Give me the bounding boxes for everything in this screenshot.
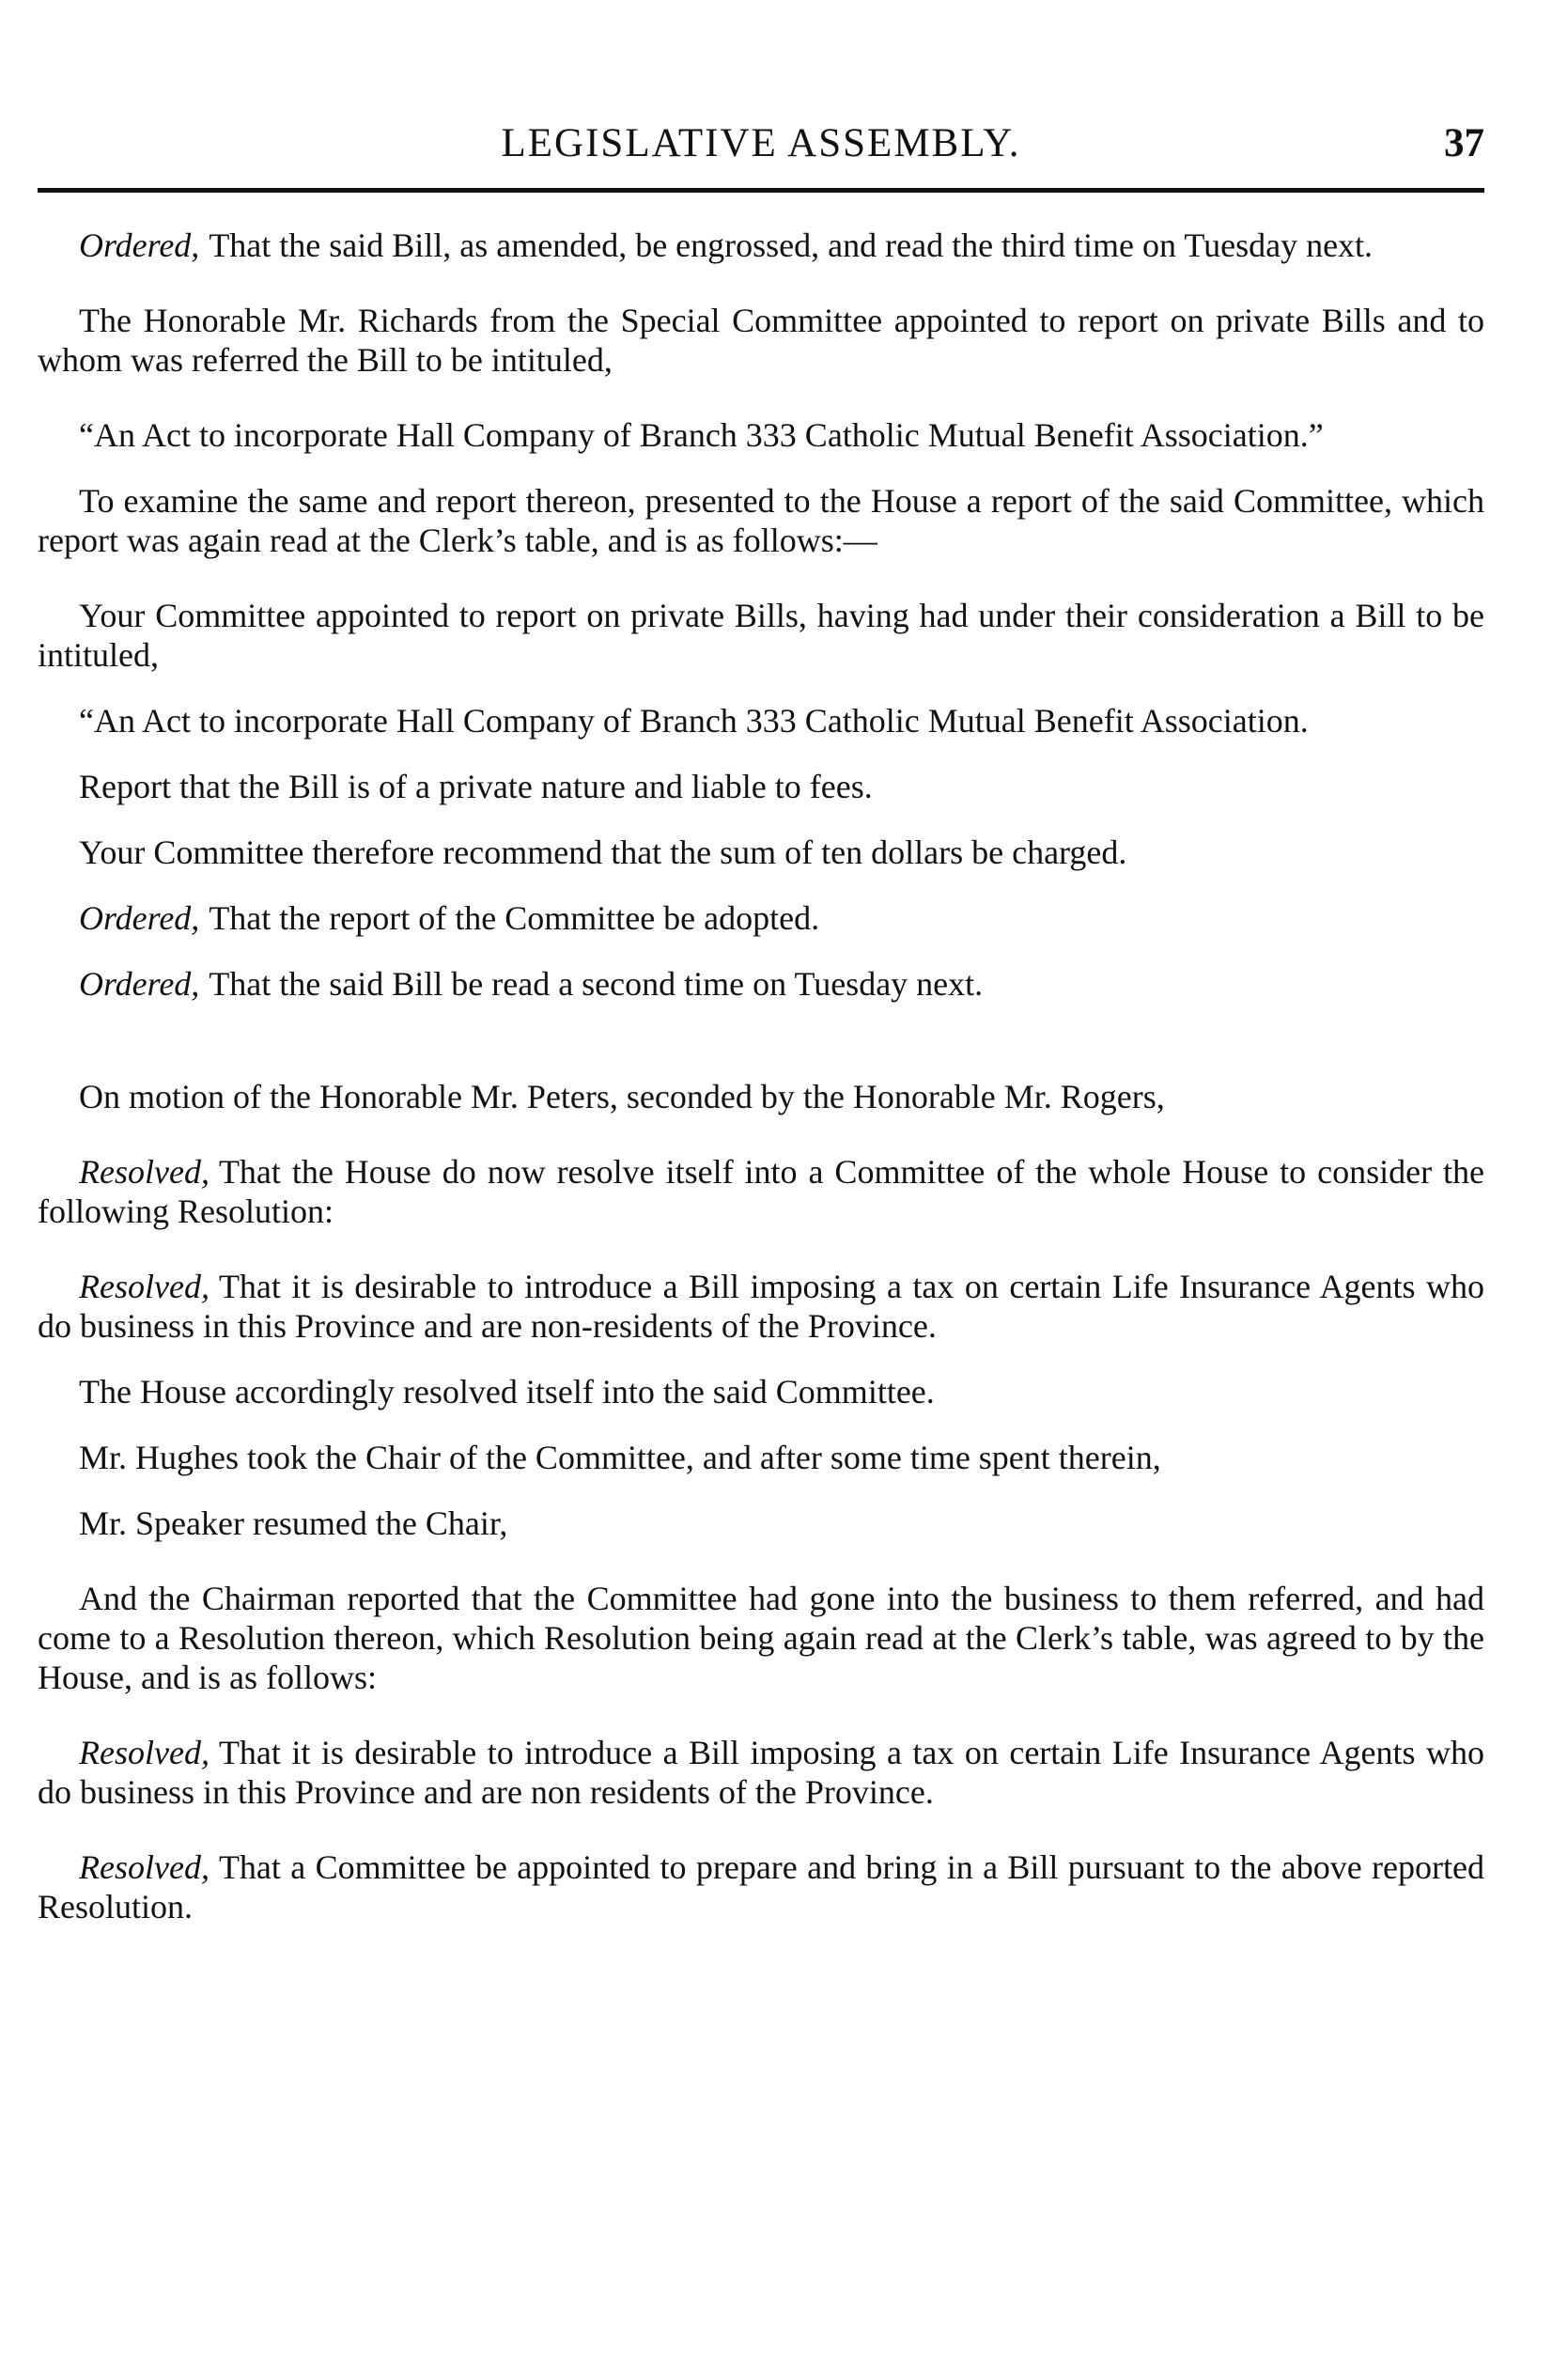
paragraph-resolved-tax-bill [38, 1267, 1484, 1346]
paragraph-hughes-chair [38, 1438, 1484, 1477]
paragraph-lead: Ordered, [79, 965, 200, 1003]
running-header [38, 120, 1484, 177]
paragraph-ordered-adopted [38, 898, 1484, 938]
paragraph-text: To examine the same and report thereon, presented to the House a report of the said Committee, which report was again read at the Clerk’s table, and is as follows:— [38, 482, 1484, 559]
paragraph-text: Report that the Bill is of a private nature and liable to fees. [79, 768, 873, 805]
paragraph-ordered-engrossed [38, 226, 1484, 265]
paragraph-text: That the said Bill, as amended, be engrossed, and read the third time on Tuesday next. [209, 226, 1374, 264]
paragraph-lead: Ordered, [79, 899, 200, 937]
paragraph-text: That it is desirable to introduce a Bill imposing a tax on certain Life Insurance Agents who do business in this Province and are non residents of the Province. [38, 1734, 1484, 1811]
running-title: LEGISLATIVE ASSEMBLY. [501, 121, 1021, 165]
paragraph-text: That the said Bill be read a second time on Tuesday next. [209, 965, 984, 1003]
paragraph-bill-title [38, 415, 1484, 455]
paragraph-text: Mr. Hughes took the Chair of the Committee, and after some time spent therein, [79, 1439, 1161, 1476]
header-rule [38, 188, 1484, 193]
paragraph-lead: Resolved, [79, 1268, 210, 1305]
paragraph-text: Your Committee therefore recommend that the sum of ten dollars be charged. [79, 834, 1127, 871]
paragraph-bill-title-repeat [38, 701, 1484, 740]
paragraph-text: The Honorable Mr. Richards from the Special Committee appointed to report on private Bills and to whom was referred the Bill to be intituled, [38, 302, 1484, 379]
paragraph-fees-recommendation [38, 833, 1484, 872]
paragraph-house-resolved [38, 1372, 1484, 1411]
paragraph-lead: Ordered, [79, 226, 200, 264]
paragraph-text: On motion of the Honorable Mr. Peters, seconded by the Honorable Mr. Rogers, [79, 1078, 1165, 1115]
paragraph-lead: Resolved, [79, 1848, 210, 1886]
paragraph-committee-consideration [38, 596, 1484, 675]
paragraph-text: That a Committee be appointed to prepare and bring in a Bill pursuant to the above reported Resolution. [38, 1848, 1484, 1925]
paragraph-resolved-committee-whole [38, 1152, 1484, 1231]
body-text [38, 226, 1484, 1926]
paragraph-speaker-resumed [38, 1504, 1484, 1543]
paragraph-private-nature [38, 767, 1484, 806]
paragraph-committee-report-intro [38, 301, 1484, 380]
paragraph-resolved-tax-bill-repeat [38, 1733, 1484, 1812]
paragraph-text: That the report of the Committee be adopted. [209, 899, 820, 937]
paragraph-text: And the Chairman reported that the Committee had gone into the business to them referred, and had come to a Resolution thereon, which Resolution being again read at the Clerk’s table, was agreed to by the House, and is as follows: [38, 1580, 1484, 1696]
paragraph-text: The House accordingly resolved itself into the said Committee. [79, 1373, 935, 1410]
paragraph-text: “An Act to incorporate Hall Company of Branch 333 Catholic Mutual Benefit Association. [79, 702, 1309, 740]
paragraph-text: Your Committee appointed to report on private Bills, having had under their consideration a Bill to be intituled, [38, 597, 1484, 674]
paragraph-text: “An Act to incorporate Hall Company of Branch 333 Catholic Mutual Benefit Association.” [79, 416, 1324, 454]
paragraph-resolved-appoint-committee [38, 1847, 1484, 1926]
paragraph-chairman-reported [38, 1579, 1484, 1697]
paragraph-lead: Resolved, [79, 1734, 210, 1771]
page-number: 37 [1444, 121, 1484, 165]
paragraph-motion [38, 1077, 1484, 1116]
paragraph-text: That it is desirable to introduce a Bill imposing a tax on certain Life Insurance Agents who do business in this Province and are non-residents of the Province. [38, 1268, 1484, 1345]
paragraph-text: That the House do now resolve itself into a Committee of the whole House to consider the following Resolution: [38, 1153, 1484, 1230]
paragraph-lead: Resolved, [79, 1153, 210, 1191]
paragraph-examine-report [38, 481, 1484, 560]
paragraph-ordered-second-reading [38, 964, 1484, 1004]
paragraph-text: Mr. Speaker resumed the Chair, [79, 1504, 508, 1542]
